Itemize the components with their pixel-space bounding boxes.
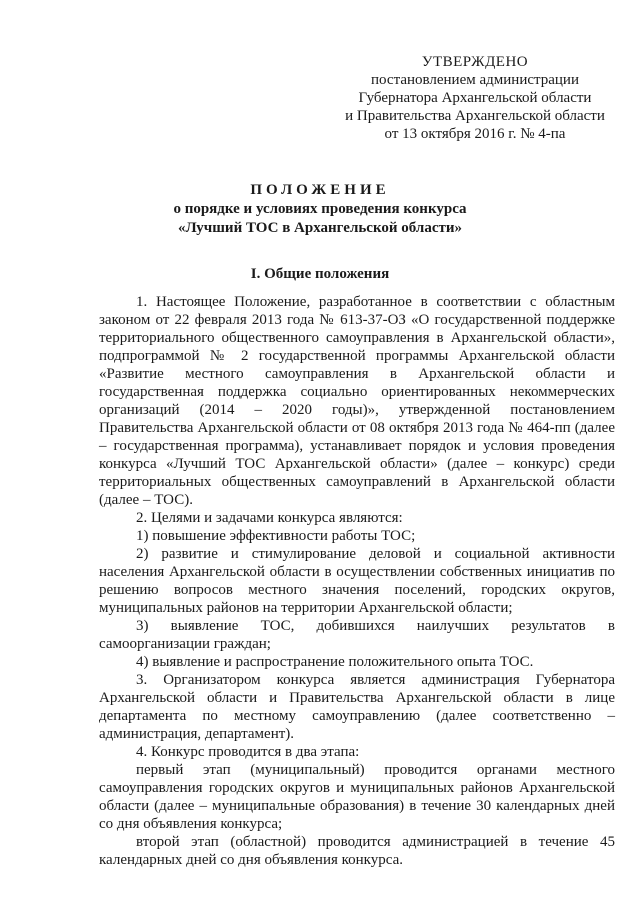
paragraph: 1) повышение эффективности работы ТОС; bbox=[136, 528, 416, 544]
document-title bbox=[90, 181, 550, 238]
approval-line: постановлением администрации bbox=[371, 72, 579, 88]
approval-line: и Правительства Архангельской области bbox=[345, 108, 605, 124]
title-main: ПОЛОЖЕНИЕ bbox=[250, 182, 390, 198]
approval-date: от 13 октября 2016 г. № 4-па bbox=[384, 126, 566, 142]
paragraph: 3. Организатором конкурса является администрация Губернатора Архангельской области и Правительства Архангельской области в лице департамента по местному самоуправлению (далее соответственно – администрация, департамент). bbox=[99, 672, 615, 742]
paragraph: 2. Целями и задачами конкурса являются: bbox=[136, 510, 403, 526]
paragraph: первый этап (муниципальный) проводится органами местного самоуправления городских округов и муниципальных районов Архангельской области (далее – муниципальные образования) в течение 30 календарных дней со дня объявления конкурса; bbox=[99, 762, 615, 832]
title-subtitle: о порядке и условиях проведения конкурса bbox=[173, 201, 467, 217]
section-heading: I. Общие положения bbox=[250, 266, 390, 282]
paragraph: второй этап (областной) проводится администрацией в течение 45 календарных дней со дня объявления конкурса. bbox=[99, 834, 615, 868]
document-body bbox=[99, 293, 615, 869]
paragraph: 4) выявление и распространение положительного опыта ТОС. bbox=[136, 654, 534, 670]
paragraph: 1. Настоящее Положение, разработанное в соответствии с областным законом от 22 февраля 2013 года № 613-37-ОЗ «О государственной поддержке территориального общественного самоуправления в Архангельской области», подпрограммой № 2 государственной программы Архангельской области «Развитие местного самоуправления в Архангельской области и государственная поддержка социально ориентированных некоммерческих организаций (2014 – 2020 годы)», утвержденной постановлением Правительства Архангельской области от 08 октября 2013 года № 464-пп (далее – государственная программа), устанавливает порядок и условия проведения конкурса «Лучший ТОС Архангельской области» (далее – конкурс) среди территориальных общественных самоуправлений в Архангельской области (далее – ТОС). bbox=[99, 294, 615, 508]
approval-stamp bbox=[330, 53, 620, 143]
paragraph: 4. Конкурс проводится в два этапа: bbox=[136, 744, 360, 760]
title-contest-name: «Лучший ТОС в Архангельской области» bbox=[178, 220, 462, 236]
approval-header: УТВЕРЖДЕНО bbox=[421, 54, 529, 70]
approval-line: Губернатора Архангельской области bbox=[358, 90, 592, 106]
paragraph: 3) выявление ТОС, добившихся наилучших результатов в самоорганизации граждан; bbox=[99, 618, 615, 652]
paragraph: 2) развитие и стимулирование деловой и социальной активности населения Архангельской области в осуществлении собственных инициатив по решению вопросов местного значения поселений, городских округов, муниципальных районов на территории Архангельской области; bbox=[99, 546, 615, 616]
